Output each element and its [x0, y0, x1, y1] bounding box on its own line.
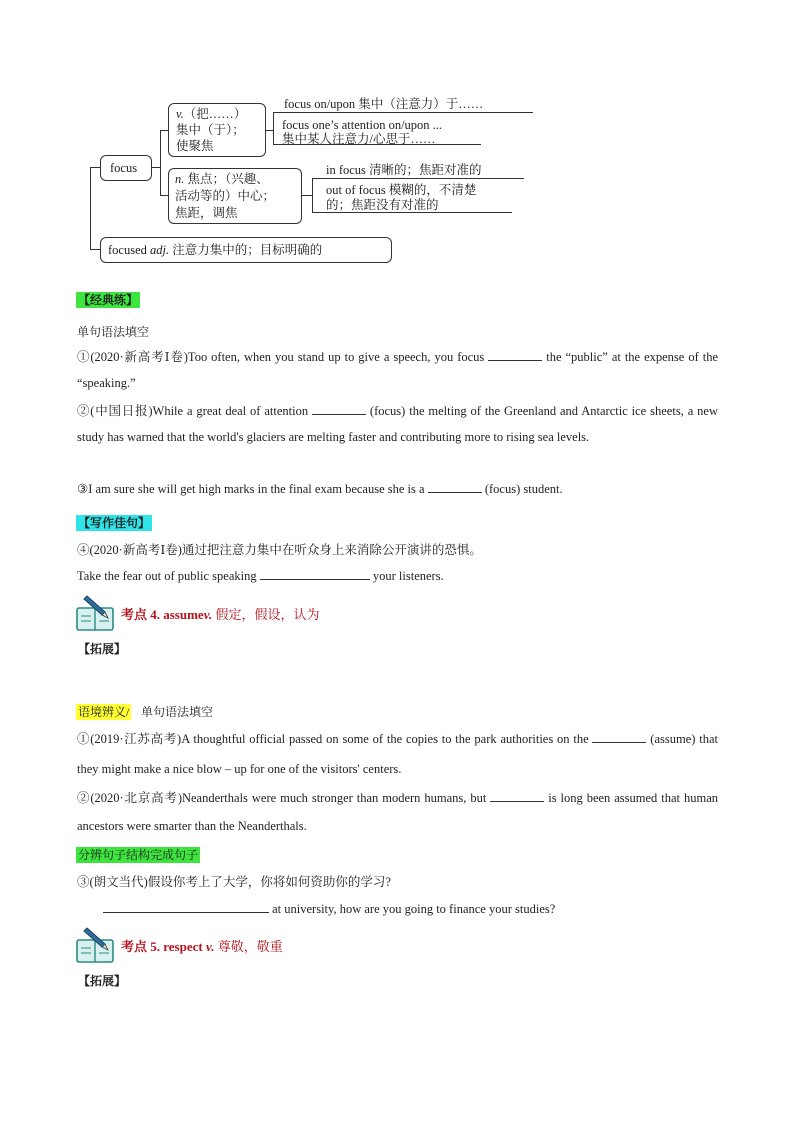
noun-line-3: 焦距，调焦: [175, 206, 238, 220]
kaodian-4-title: 考点 4. assumev. 假定，假设，认为: [121, 607, 320, 622]
section-tag-sentence-structure: 分辨句子结构完成句子: [78, 848, 199, 862]
answer-blank[interactable]: [428, 480, 482, 493]
section-tag-extension: 【拓展】: [78, 642, 127, 656]
question-1: ①(2020·新高考Ⅰ卷)Too often, when you stand up to give a speech, you focus the “public” at the expense of the “speaking.”: [77, 350, 718, 390]
answer-blank[interactable]: [260, 567, 370, 580]
noun-branch-3: 的；焦距没有对准的: [326, 198, 439, 212]
verb-branch-2: focus one’s attention on/upon ...: [282, 118, 443, 132]
mindmap-root-box: [100, 155, 152, 181]
noun-branch-2: out of focus 模糊的，不清楚: [326, 183, 477, 197]
question-7: at university, how are you going to finance your studies?: [103, 900, 555, 916]
question-6: ②(2020·北京高考)Neanderthals were much stronger than modern humans, but is long been assumed that human ancestors were smarter than the Neanderthals.: [77, 791, 718, 833]
noun-branch-1: in focus 清晰的；焦距对准的: [326, 163, 482, 177]
verb-branch-3: 集中某人注意力/心思于……: [282, 132, 436, 146]
section-tag-writing-sentences: 【写作佳句】: [78, 516, 151, 530]
kaodian-5-title: 考点 5. respect v. 尊敬，敬重: [121, 939, 283, 954]
section-tag-classic-practice: 【经典练】: [78, 293, 139, 307]
book-pencil-icon: [75, 926, 115, 964]
noun-line-2: 活动等的）中心；: [175, 189, 276, 203]
section3-subtitle: 单句语法填空: [141, 705, 214, 719]
noun-line-1: n. 焦点；（兴趣、: [175, 172, 269, 186]
adj-line: focused adj. 注意力集中的；目标明确的: [108, 243, 323, 257]
mindmap-noun-box: [168, 168, 302, 224]
mindmap-verb-box: [168, 103, 266, 157]
question-3: ③I am sure she will get high marks in the final exam because she is a (focus) student.: [77, 482, 563, 496]
mindmap-adj-box: [100, 237, 392, 263]
verb-line-3: 使聚焦: [176, 139, 214, 153]
answer-blank[interactable]: [103, 900, 269, 913]
question-4: Take the fear out of public speaking your listeners.: [77, 569, 444, 583]
verb-branch-1: focus on/upon 集中（注意力）于……: [284, 97, 484, 111]
verb-line-1: v.（把……）: [176, 107, 247, 121]
question-7-chinese: ③(朗文当代)假设你考上了大学，你将如何资助你的学习?: [77, 875, 391, 889]
section1-subtitle: 单句语法填空: [77, 325, 150, 339]
answer-blank[interactable]: [312, 402, 366, 415]
question-2: ②(中国日报)While a great deal of attention (focus) the melting of the Greenland and Antarctic ice sheets, a new study has warned that the world's glaciers are melting faster and contributing more to rising sea levels.: [77, 404, 718, 444]
question-5: ①(2019·江苏高考)A thoughtful official passed on some of the copies to the park authorities on the (assume) that they might make a nice blow – up for one of the visitors' centers.: [77, 732, 718, 776]
section-tag-extension: 【拓展】: [78, 974, 127, 988]
answer-blank[interactable]: [488, 348, 542, 361]
answer-blank[interactable]: [592, 730, 646, 743]
answer-blank[interactable]: [490, 789, 544, 802]
question-4-chinese: ④(2020·新高考Ⅰ卷)通过把注意力集中在听众身上来消除公开演讲的恐惧。: [77, 543, 482, 557]
verb-line-2: 集中（于）；: [176, 123, 245, 137]
section-tag-context-meaning: 语境辨义/: [78, 705, 130, 719]
book-pencil-icon: [75, 594, 115, 632]
mindmap-root: focus: [110, 161, 138, 175]
